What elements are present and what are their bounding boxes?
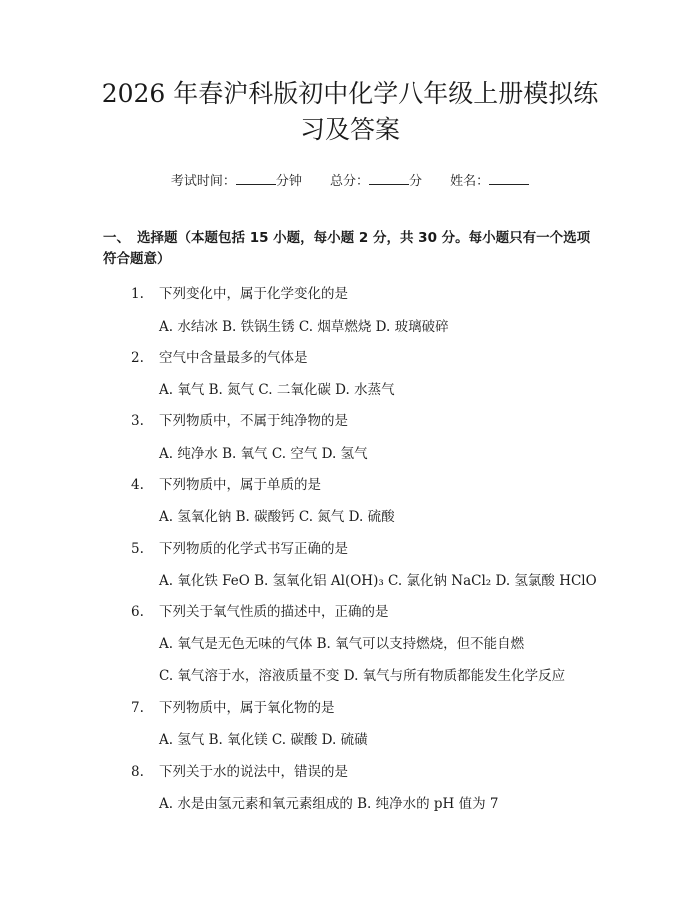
name-label: 姓名： <box>450 174 490 189</box>
question-5 <box>131 537 348 557</box>
section-number: 一、 <box>103 230 130 246</box>
score-blank <box>369 172 409 185</box>
question-number: 3. <box>131 413 144 429</box>
question-1-options: A. 水结冰 B. 铁锅生锈 C. 烟草燃烧 D. 玻璃破碎 <box>159 319 449 335</box>
title-line-1: 2026 年春沪科版初中化学八年级上册模拟练 <box>101 79 599 108</box>
student-name <box>450 170 529 189</box>
question-7-options: A. 氢气 B. 氧化镁 C. 碳酸 D. 硫磺 <box>159 732 368 748</box>
time-label: 考试时间： <box>170 174 236 189</box>
question-7 <box>131 696 335 716</box>
question-number: 5. <box>131 541 144 557</box>
time-unit: 分钟 <box>275 174 302 189</box>
exam-info <box>0 170 700 189</box>
question-number: 2. <box>131 350 144 366</box>
section-heading <box>103 228 603 270</box>
question-number: 1. <box>131 286 144 302</box>
exam-time <box>171 170 302 189</box>
question-number: 6. <box>131 604 144 620</box>
name-blank <box>489 172 529 185</box>
question-number: 7. <box>131 700 144 716</box>
question-text: 空气中含量最多的气体是 <box>159 350 308 366</box>
question-text: 下列关于氧气性质的描述中，正确的是 <box>159 604 389 620</box>
question-5-options: A. 氧化铁 FeO B. 氢氧化铝 Al(OH)₃ C. 氯化钠 NaCl₂ D. 氢氯酸 HClO <box>159 573 597 589</box>
question-3-options: A. 纯净水 B. 氧气 C. 空气 D. 氢气 <box>159 446 368 462</box>
score-label: 总分： <box>329 174 369 189</box>
question-6 <box>131 600 389 620</box>
question-4 <box>131 473 321 493</box>
question-text: 下列物质中，属于氧化物的是 <box>159 700 335 716</box>
question-6-options-line-2: C. 氧气溶于水，溶液质量不变 D. 氧气与所有物质都能发生化学反应 <box>159 668 566 684</box>
question-text: 下列物质的化学式书写正确的是 <box>159 541 348 557</box>
question-1 <box>131 282 348 302</box>
question-2-options: A. 氧气 B. 氮气 C. 二氧化碳 D. 水蒸气 <box>159 382 395 398</box>
question-8 <box>131 760 348 780</box>
score-unit: 分 <box>409 174 423 189</box>
question-number: 8. <box>131 764 144 780</box>
question-text: 下列物质中，属于单质的是 <box>159 477 321 493</box>
question-2 <box>131 346 308 366</box>
question-8-options: A. 水是由氢元素和氧元素组成的 B. 纯净水的 pH 值为 7 <box>159 796 499 812</box>
section-text: 选择题（本题包括 15 小题，每小题 2 分，共 30 分。每小题只有一个选项符合题意） <box>103 230 591 267</box>
question-6-options-line-1: A. 氧气是无色无味的气体 B. 氧气可以支持燃烧，但不能自燃 <box>159 636 525 652</box>
question-4-options: A. 氢氧化钠 B. 碳酸钙 C. 氮气 D. 硫酸 <box>159 509 395 525</box>
title-line-2: 习及答案 <box>299 115 400 144</box>
question-number: 4. <box>131 477 144 493</box>
question-3 <box>131 409 348 429</box>
question-text: 下列物质中，不属于纯净物的是 <box>159 413 348 429</box>
total-score <box>330 170 422 189</box>
time-blank <box>236 172 276 185</box>
question-text: 下列关于水的说法中，错误的是 <box>159 764 348 780</box>
document-title <box>40 76 660 148</box>
question-text: 下列变化中，属于化学变化的是 <box>159 286 348 302</box>
